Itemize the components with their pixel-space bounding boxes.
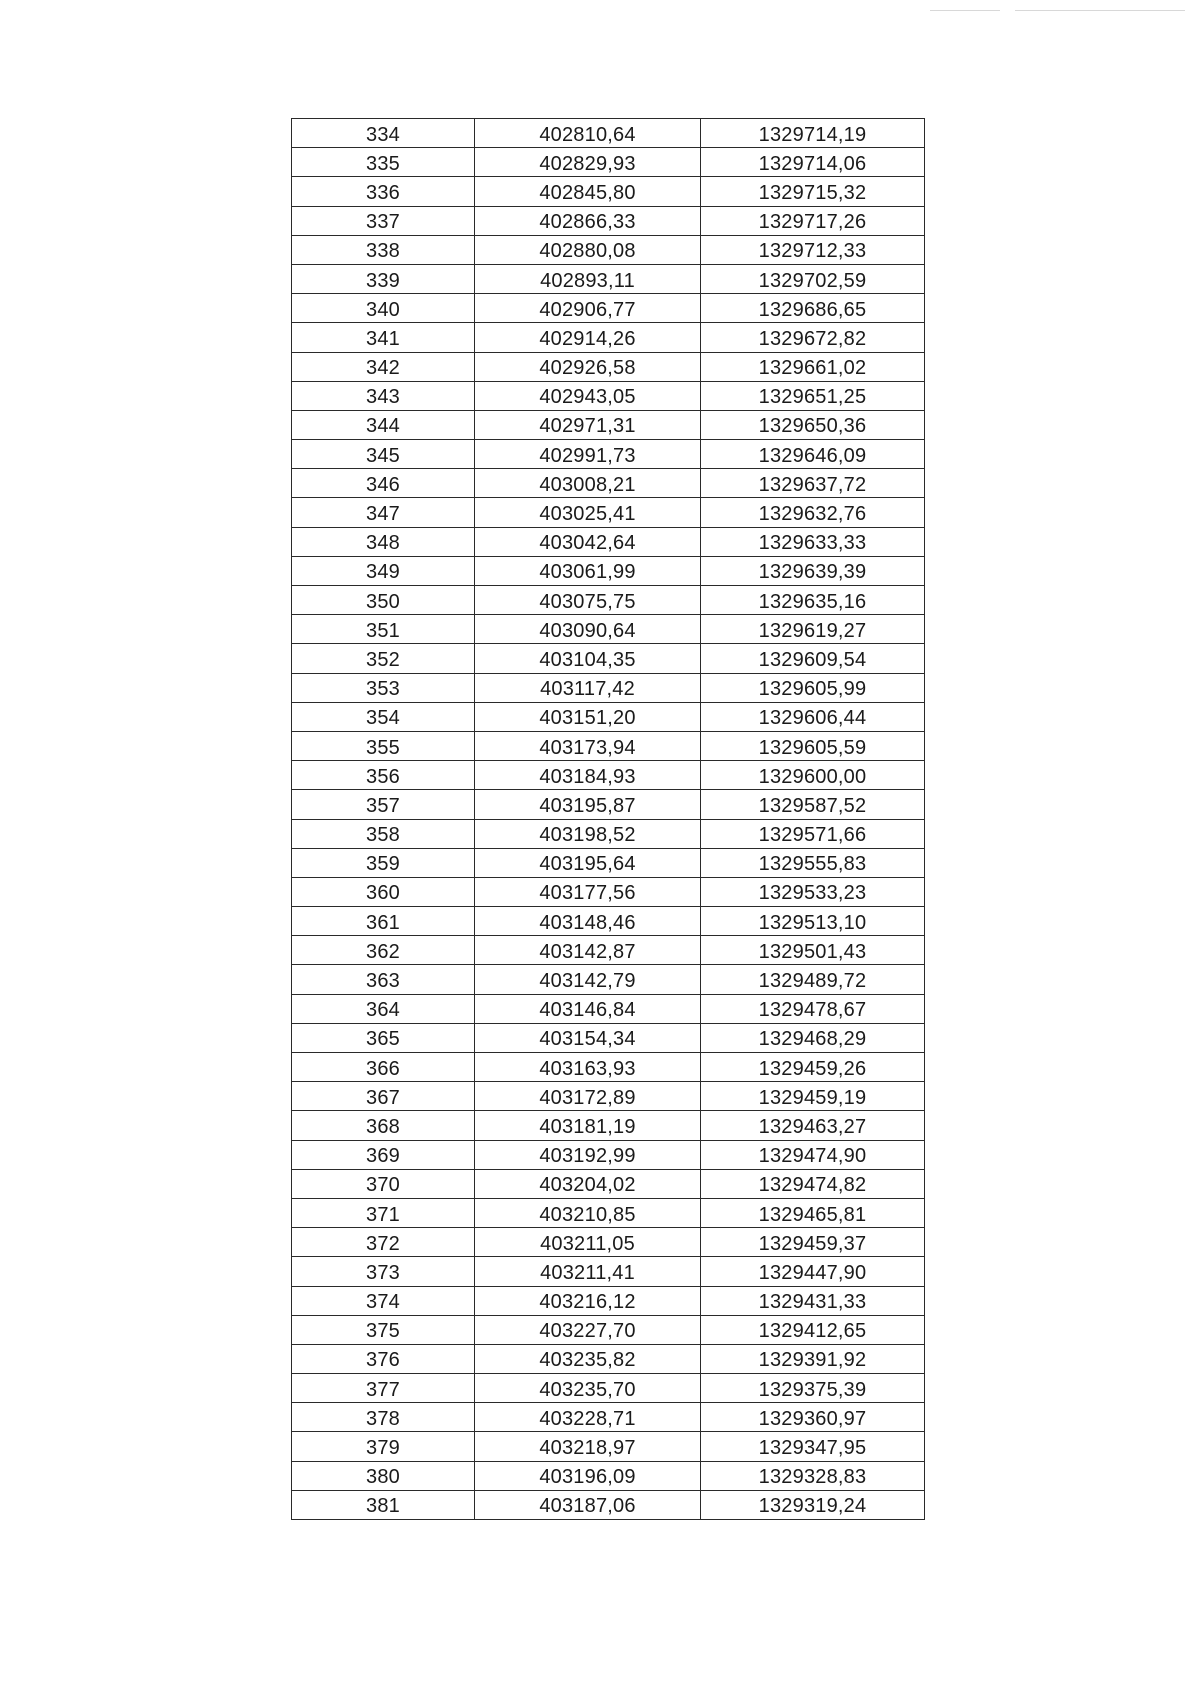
table-row	[292, 1490, 925, 1519]
point-number-cell: 379	[292, 1432, 475, 1461]
x-coordinate-cell: 403142,79	[475, 965, 701, 994]
x-coordinate-cell: 403146,84	[475, 994, 701, 1023]
table-row	[292, 352, 925, 381]
coordinates-table	[291, 118, 925, 1520]
x-coordinate-cell: 403148,46	[475, 907, 701, 936]
table-row	[292, 119, 925, 148]
table-row	[292, 1432, 925, 1461]
y-coordinate-cell: 1329609,54	[701, 644, 925, 673]
y-coordinate-cell: 1329600,00	[701, 761, 925, 790]
point-number-cell: 353	[292, 673, 475, 702]
table-row	[292, 527, 925, 556]
point-number-cell: 366	[292, 1053, 475, 1082]
y-coordinate-cell: 1329447,90	[701, 1257, 925, 1286]
x-coordinate-cell: 403090,64	[475, 615, 701, 644]
y-coordinate-cell: 1329714,06	[701, 148, 925, 177]
table-row	[292, 1286, 925, 1315]
x-coordinate-cell: 402906,77	[475, 294, 701, 323]
point-number-cell: 359	[292, 848, 475, 877]
point-number-cell: 362	[292, 936, 475, 965]
y-coordinate-cell: 1329463,27	[701, 1111, 925, 1140]
table-row	[292, 1169, 925, 1198]
table-row	[292, 1198, 925, 1227]
point-number-cell: 375	[292, 1315, 475, 1344]
table-row	[292, 586, 925, 615]
x-coordinate-cell: 403195,64	[475, 848, 701, 877]
y-coordinate-cell: 1329714,19	[701, 119, 925, 148]
table-row	[292, 994, 925, 1023]
point-number-cell: 348	[292, 527, 475, 556]
table-row	[292, 644, 925, 673]
point-number-cell: 381	[292, 1490, 475, 1519]
y-coordinate-cell: 1329360,97	[701, 1403, 925, 1432]
point-number-cell: 363	[292, 965, 475, 994]
table-row	[292, 1315, 925, 1344]
table-row	[292, 440, 925, 469]
point-number-cell: 346	[292, 469, 475, 498]
table-row	[292, 206, 925, 235]
x-coordinate-cell: 403198,52	[475, 819, 701, 848]
point-number-cell: 342	[292, 352, 475, 381]
point-number-cell: 376	[292, 1344, 475, 1373]
y-coordinate-cell: 1329712,33	[701, 235, 925, 264]
y-coordinate-cell: 1329513,10	[701, 907, 925, 936]
x-coordinate-cell: 403151,20	[475, 702, 701, 731]
y-coordinate-cell: 1329375,39	[701, 1374, 925, 1403]
table-row	[292, 731, 925, 760]
point-number-cell: 336	[292, 177, 475, 206]
x-coordinate-cell: 403172,89	[475, 1082, 701, 1111]
point-number-cell: 345	[292, 440, 475, 469]
x-coordinate-cell: 403154,34	[475, 1023, 701, 1052]
y-coordinate-cell: 1329702,59	[701, 264, 925, 293]
y-coordinate-cell: 1329587,52	[701, 790, 925, 819]
x-coordinate-cell: 403173,94	[475, 731, 701, 760]
table-row	[292, 848, 925, 877]
y-coordinate-cell: 1329633,33	[701, 527, 925, 556]
y-coordinate-cell: 1329606,44	[701, 702, 925, 731]
x-coordinate-cell: 402845,80	[475, 177, 701, 206]
point-number-cell: 355	[292, 731, 475, 760]
table-row	[292, 1082, 925, 1111]
point-number-cell: 337	[292, 206, 475, 235]
point-number-cell: 371	[292, 1198, 475, 1227]
y-coordinate-cell: 1329650,36	[701, 410, 925, 439]
table-row	[292, 1461, 925, 1490]
x-coordinate-cell: 403117,42	[475, 673, 701, 702]
point-number-cell: 356	[292, 761, 475, 790]
table-row	[292, 381, 925, 410]
x-coordinate-cell: 403104,35	[475, 644, 701, 673]
y-coordinate-cell: 1329474,90	[701, 1140, 925, 1169]
y-coordinate-cell: 1329717,26	[701, 206, 925, 235]
y-coordinate-cell: 1329672,82	[701, 323, 925, 352]
x-coordinate-cell: 403163,93	[475, 1053, 701, 1082]
table-row	[292, 235, 925, 264]
point-number-cell: 360	[292, 877, 475, 906]
point-number-cell: 367	[292, 1082, 475, 1111]
x-coordinate-cell: 403061,99	[475, 556, 701, 585]
table-row	[292, 790, 925, 819]
point-number-cell: 340	[292, 294, 475, 323]
coordinates-table-body	[292, 119, 925, 1520]
y-coordinate-cell: 1329605,99	[701, 673, 925, 702]
y-coordinate-cell: 1329651,25	[701, 381, 925, 410]
y-coordinate-cell: 1329555,83	[701, 848, 925, 877]
table-row	[292, 264, 925, 293]
x-coordinate-cell: 403210,85	[475, 1198, 701, 1227]
point-number-cell: 364	[292, 994, 475, 1023]
x-coordinate-cell: 402914,26	[475, 323, 701, 352]
x-coordinate-cell: 403025,41	[475, 498, 701, 527]
x-coordinate-cell: 403235,82	[475, 1344, 701, 1373]
x-coordinate-cell: 403184,93	[475, 761, 701, 790]
y-coordinate-cell: 1329412,65	[701, 1315, 925, 1344]
y-coordinate-cell: 1329459,19	[701, 1082, 925, 1111]
x-coordinate-cell: 402971,31	[475, 410, 701, 439]
table-row	[292, 556, 925, 585]
x-coordinate-cell: 402810,64	[475, 119, 701, 148]
y-coordinate-cell: 1329686,65	[701, 294, 925, 323]
point-number-cell: 347	[292, 498, 475, 527]
point-number-cell: 370	[292, 1169, 475, 1198]
y-coordinate-cell: 1329501,43	[701, 936, 925, 965]
point-number-cell: 373	[292, 1257, 475, 1286]
y-coordinate-cell: 1329328,83	[701, 1461, 925, 1490]
table-row	[292, 294, 925, 323]
point-number-cell: 354	[292, 702, 475, 731]
x-coordinate-cell: 402880,08	[475, 235, 701, 264]
point-number-cell: 372	[292, 1228, 475, 1257]
y-coordinate-cell: 1329478,67	[701, 994, 925, 1023]
point-number-cell: 343	[292, 381, 475, 410]
y-coordinate-cell: 1329635,16	[701, 586, 925, 615]
y-coordinate-cell: 1329474,82	[701, 1169, 925, 1198]
point-number-cell: 361	[292, 907, 475, 936]
point-number-cell: 352	[292, 644, 475, 673]
point-number-cell: 349	[292, 556, 475, 585]
scan-artifact-line	[1015, 10, 1185, 11]
y-coordinate-cell: 1329347,95	[701, 1432, 925, 1461]
point-number-cell: 350	[292, 586, 475, 615]
table-row	[292, 1228, 925, 1257]
x-coordinate-cell: 403218,97	[475, 1432, 701, 1461]
y-coordinate-cell: 1329468,29	[701, 1023, 925, 1052]
point-number-cell: 377	[292, 1374, 475, 1403]
table-row	[292, 1140, 925, 1169]
table-row	[292, 819, 925, 848]
point-number-cell: 338	[292, 235, 475, 264]
x-coordinate-cell: 403196,09	[475, 1461, 701, 1490]
y-coordinate-cell: 1329637,72	[701, 469, 925, 498]
y-coordinate-cell: 1329459,26	[701, 1053, 925, 1082]
x-coordinate-cell: 403227,70	[475, 1315, 701, 1344]
x-coordinate-cell: 403008,21	[475, 469, 701, 498]
x-coordinate-cell: 402943,05	[475, 381, 701, 410]
point-number-cell: 358	[292, 819, 475, 848]
scan-artifact-line	[930, 10, 1000, 11]
table-row	[292, 936, 925, 965]
y-coordinate-cell: 1329459,37	[701, 1228, 925, 1257]
y-coordinate-cell: 1329391,92	[701, 1344, 925, 1373]
y-coordinate-cell: 1329319,24	[701, 1490, 925, 1519]
x-coordinate-cell: 402926,58	[475, 352, 701, 381]
y-coordinate-cell: 1329465,81	[701, 1198, 925, 1227]
x-coordinate-cell: 403216,12	[475, 1286, 701, 1315]
x-coordinate-cell: 403075,75	[475, 586, 701, 615]
table-row	[292, 1344, 925, 1373]
table-row	[292, 410, 925, 439]
point-number-cell: 344	[292, 410, 475, 439]
table-row	[292, 761, 925, 790]
y-coordinate-cell: 1329605,59	[701, 731, 925, 760]
point-number-cell: 374	[292, 1286, 475, 1315]
y-coordinate-cell: 1329646,09	[701, 440, 925, 469]
y-coordinate-cell: 1329661,02	[701, 352, 925, 381]
y-coordinate-cell: 1329639,39	[701, 556, 925, 585]
x-coordinate-cell: 403195,87	[475, 790, 701, 819]
x-coordinate-cell: 403177,56	[475, 877, 701, 906]
point-number-cell: 357	[292, 790, 475, 819]
x-coordinate-cell: 402991,73	[475, 440, 701, 469]
table-row	[292, 148, 925, 177]
y-coordinate-cell: 1329632,76	[701, 498, 925, 527]
x-coordinate-cell: 402893,11	[475, 264, 701, 293]
x-coordinate-cell: 403181,19	[475, 1111, 701, 1140]
y-coordinate-cell: 1329619,27	[701, 615, 925, 644]
x-coordinate-cell: 402866,33	[475, 206, 701, 235]
table-row	[292, 673, 925, 702]
point-number-cell: 368	[292, 1111, 475, 1140]
x-coordinate-cell: 403211,05	[475, 1228, 701, 1257]
y-coordinate-cell: 1329571,66	[701, 819, 925, 848]
table-row	[292, 877, 925, 906]
x-coordinate-cell: 403187,06	[475, 1490, 701, 1519]
table-row	[292, 1111, 925, 1140]
table-row	[292, 702, 925, 731]
y-coordinate-cell: 1329489,72	[701, 965, 925, 994]
table-row	[292, 323, 925, 352]
point-number-cell: 341	[292, 323, 475, 352]
point-number-cell: 351	[292, 615, 475, 644]
table-row	[292, 1023, 925, 1052]
x-coordinate-cell: 403211,41	[475, 1257, 701, 1286]
x-coordinate-cell: 403192,99	[475, 1140, 701, 1169]
table-row	[292, 177, 925, 206]
table-row	[292, 615, 925, 644]
table-row	[292, 907, 925, 936]
y-coordinate-cell: 1329715,32	[701, 177, 925, 206]
point-number-cell: 365	[292, 1023, 475, 1052]
x-coordinate-cell: 403042,64	[475, 527, 701, 556]
x-coordinate-cell: 402829,93	[475, 148, 701, 177]
point-number-cell: 380	[292, 1461, 475, 1490]
table-row	[292, 1257, 925, 1286]
y-coordinate-cell: 1329533,23	[701, 877, 925, 906]
y-coordinate-cell: 1329431,33	[701, 1286, 925, 1315]
table-row	[292, 498, 925, 527]
x-coordinate-cell: 403142,87	[475, 936, 701, 965]
x-coordinate-cell: 403235,70	[475, 1374, 701, 1403]
table-row	[292, 1053, 925, 1082]
table-row	[292, 1374, 925, 1403]
point-number-cell: 339	[292, 264, 475, 293]
x-coordinate-cell: 403204,02	[475, 1169, 701, 1198]
point-number-cell: 378	[292, 1403, 475, 1432]
table-row	[292, 965, 925, 994]
table-row	[292, 1403, 925, 1432]
point-number-cell: 335	[292, 148, 475, 177]
point-number-cell: 369	[292, 1140, 475, 1169]
x-coordinate-cell: 403228,71	[475, 1403, 701, 1432]
point-number-cell: 334	[292, 119, 475, 148]
table-row	[292, 469, 925, 498]
